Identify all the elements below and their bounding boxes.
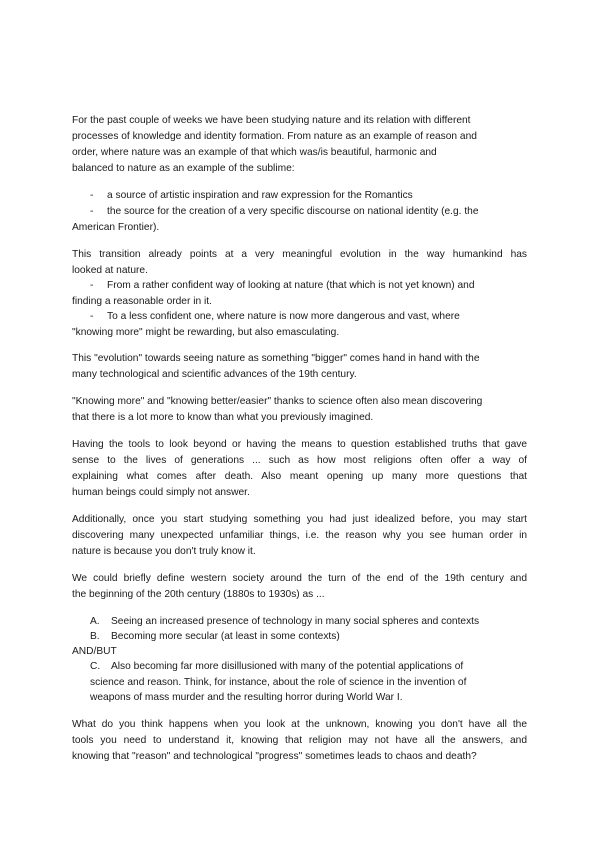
paragraph-1-line: balanced to nature as an example of the sublime:	[72, 163, 295, 174]
paragraph-3-line: many technological and scientific advances of the 19th century.	[72, 369, 357, 380]
paragraph-1-line: order, where nature was an example of that which was/is beautiful, harmonic and	[72, 147, 437, 158]
paragraph-2-line: looked at nature.	[72, 265, 148, 276]
bullet-item-continuation: American Frontier).	[72, 222, 160, 233]
paragraph-8-line: knowing that "reason" and technological "progress" sometimes leads to chaos and death?	[72, 751, 477, 762]
list-marker-a: A.	[90, 616, 100, 627]
paragraph-7-line: the beginning of the 20th century (1880s to 1930s) as ...	[72, 589, 325, 600]
paragraph-2-line: This transition already points at a very meaningful evolution in the way humankind has	[72, 249, 527, 260]
paragraph-8-line: tools you need to understand it, knowing that religion may not have all the answers, and	[72, 735, 527, 746]
paragraph-1-line: For the past couple of weeks we have been studying nature and its relation with different	[72, 115, 471, 126]
paragraph-5-line: human beings could simply not answer.	[72, 487, 250, 498]
and-but-label: AND/BUT	[72, 646, 117, 657]
bullet-dash: -	[90, 280, 94, 291]
bullet-item: the source for the creation of a very specific discourse on national identity (e.g. the	[107, 206, 479, 217]
list-marker-c: C.	[90, 661, 101, 672]
list-item-c: Also becoming far more disillusioned with many of the potential applications of	[111, 661, 464, 672]
list-marker-b: B.	[90, 631, 100, 642]
paragraph-1-line: processes of knowledge and identity formation. From nature as an example of reason and	[72, 131, 477, 142]
paragraph-5-line: explaining what comes after death. Also meant opening up many more questions that	[72, 471, 527, 482]
paragraph-5-line: Having the tools to look beyond or having the means to question established truths that gave	[72, 439, 527, 450]
list-item-b: Becoming more secular (at least in some contexts)	[111, 631, 340, 642]
bullet-item-continuation: "knowing more" might be rewarding, but also emasculating.	[72, 327, 340, 338]
bullet-dash: -	[90, 206, 94, 217]
bullet-dash: -	[90, 311, 94, 322]
list-item-c-continuation: science and reason. Think, for instance, about the role of science in the invention of	[90, 677, 467, 688]
bullet-item: From a rather confident way of looking at nature (that which is not yet known) and	[107, 280, 475, 291]
paragraph-6-line: Additionally, once you start studying something you had just idealized before, you may start	[72, 514, 527, 525]
paragraph-4-line: that there is a lot more to know than what you previously imagined.	[72, 412, 374, 423]
bullet-item: To a less confident one, where nature is now more dangerous and vast, where	[107, 311, 460, 322]
bullet-dash: -	[90, 190, 94, 201]
paragraph-4-line: "Knowing more" and "knowing better/easier" thanks to science often also mean discovering	[72, 396, 483, 407]
paragraph-6-line: discovering many unexpected unfamiliar things, i.e. the reason why you see human order in	[72, 530, 527, 541]
bullet-item: a source of artistic inspiration and raw expression for the Romantics	[107, 190, 413, 201]
bullet-item-continuation: finding a reasonable order in it.	[72, 296, 212, 307]
list-item-c-continuation: weapons of mass murder and the resulting horror during World War I.	[90, 692, 403, 703]
paragraph-8-line: What do you think happens when you look at the unknown, knowing you don't have all the	[72, 719, 527, 730]
paragraph-7-line: We could briefly define western society around the turn of the end of the 19th century and	[72, 573, 527, 584]
paragraph-6-line: nature is because you don't truly know it.	[72, 546, 256, 557]
paragraph-3-line: This "evolution" towards seeing nature as something "bigger" comes hand in hand with the	[72, 353, 480, 364]
paragraph-5-line: sense to the lives of generations ... such as how most religions often offer a way of	[72, 455, 527, 466]
list-item-a: Seeing an increased presence of technology in many social spheres and contexts	[111, 616, 480, 627]
